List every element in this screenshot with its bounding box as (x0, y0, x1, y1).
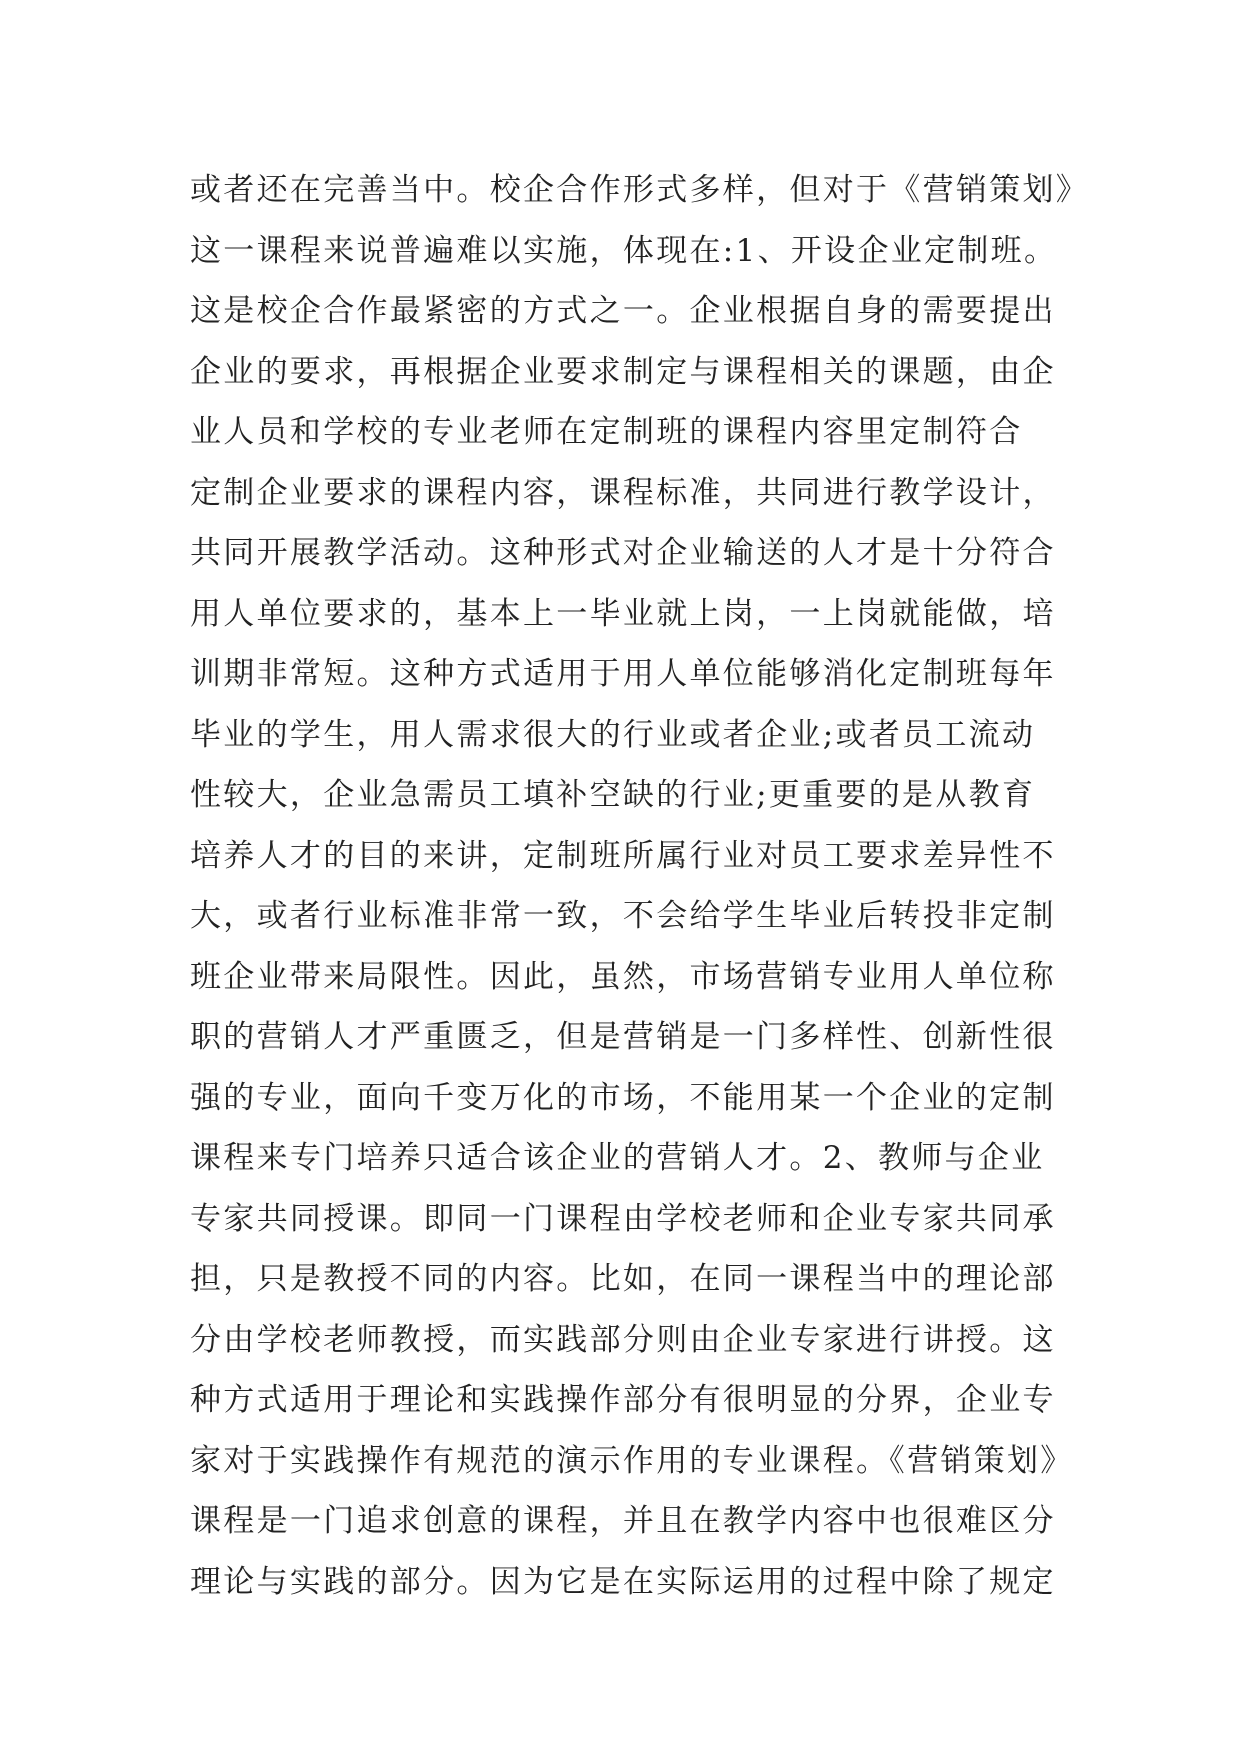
text-line: 业人员和学校的专业老师在定制班的课程内容里定制符合 (190, 414, 1023, 450)
text-line: 用人单位要求的，基本上一毕业就上岗，一上岗就能做，培 (190, 595, 1056, 632)
text-line: 训期非常短。这种方式适用于用人单位能够消化定制班每年 (190, 656, 1056, 692)
text-line: 共同开展教学活动。这种形式对企业输送的人才是十分符合 (190, 535, 1056, 571)
text-line: 家对于实践操作有规范的演示作用的专业课程。《营销策划》 (190, 1442, 1074, 1479)
text-line: 毕业的学生，用人需求很大的行业或者企业;或者员工流动 (190, 716, 1036, 753)
text-line: 这一课程来说普遍难以实施，体现在:1、开设企业定制班。 (190, 232, 1058, 269)
text-line: 性较大，企业急需员工填补空缺的行业;更重要的是从教育 (190, 777, 1036, 813)
text-line: 专家共同授课。即同一门课程由学校老师和企业专家共同承 (190, 1200, 1056, 1237)
text-line: 课程来专门培养只适合该企业的营销人才。2、教师与企业 (190, 1140, 1045, 1176)
text-line: 担，只是教授不同的内容。比如，在同一课程当中的理论部 (190, 1261, 1056, 1297)
text-line: 大，或者行业标准非常一致，不会给学生毕业后转投非定制 (190, 898, 1056, 934)
body-text (190, 160, 1090, 1612)
text-line: 或者还在完善当中。校企合作形式多样，但对于《营销策划》 (190, 172, 1090, 208)
text-line: 这是校企合作最紧密的方式之一。企业根据自身的需要提出 (190, 293, 1056, 329)
text-line: 理论与实践的部分。因为它是在实际运用的过程中除了规定 (190, 1563, 1056, 1600)
text-line: 企业的要求，再根据企业要求制定与课程相关的课题，由企 (190, 353, 1056, 390)
text-line: 分由学校老师教授，而实践部分则由企业专家进行讲授。这 (190, 1321, 1056, 1358)
text-line: 强的专业，面向千变万化的市场，不能用某一个企业的定制 (190, 1079, 1056, 1116)
text-line: 培养人才的目的来讲，定制班所属行业对员工要求差异性不 (190, 837, 1056, 874)
text-line: 职的营销人才严重匮乏，但是营销是一门多样性、创新性很 (190, 1019, 1056, 1055)
text-line: 定制企业要求的课程内容，课程标准，共同进行教学设计， (190, 474, 1056, 511)
text-line: 课程是一门追求创意的课程，并且在教学内容中也很难区分 (190, 1503, 1056, 1539)
text-line: 种方式适用于理论和实践操作部分有很明显的分界，企业专 (190, 1382, 1056, 1418)
text-line: 班企业带来局限性。因此，虽然，市场营销专业用人单位称 (190, 958, 1056, 995)
